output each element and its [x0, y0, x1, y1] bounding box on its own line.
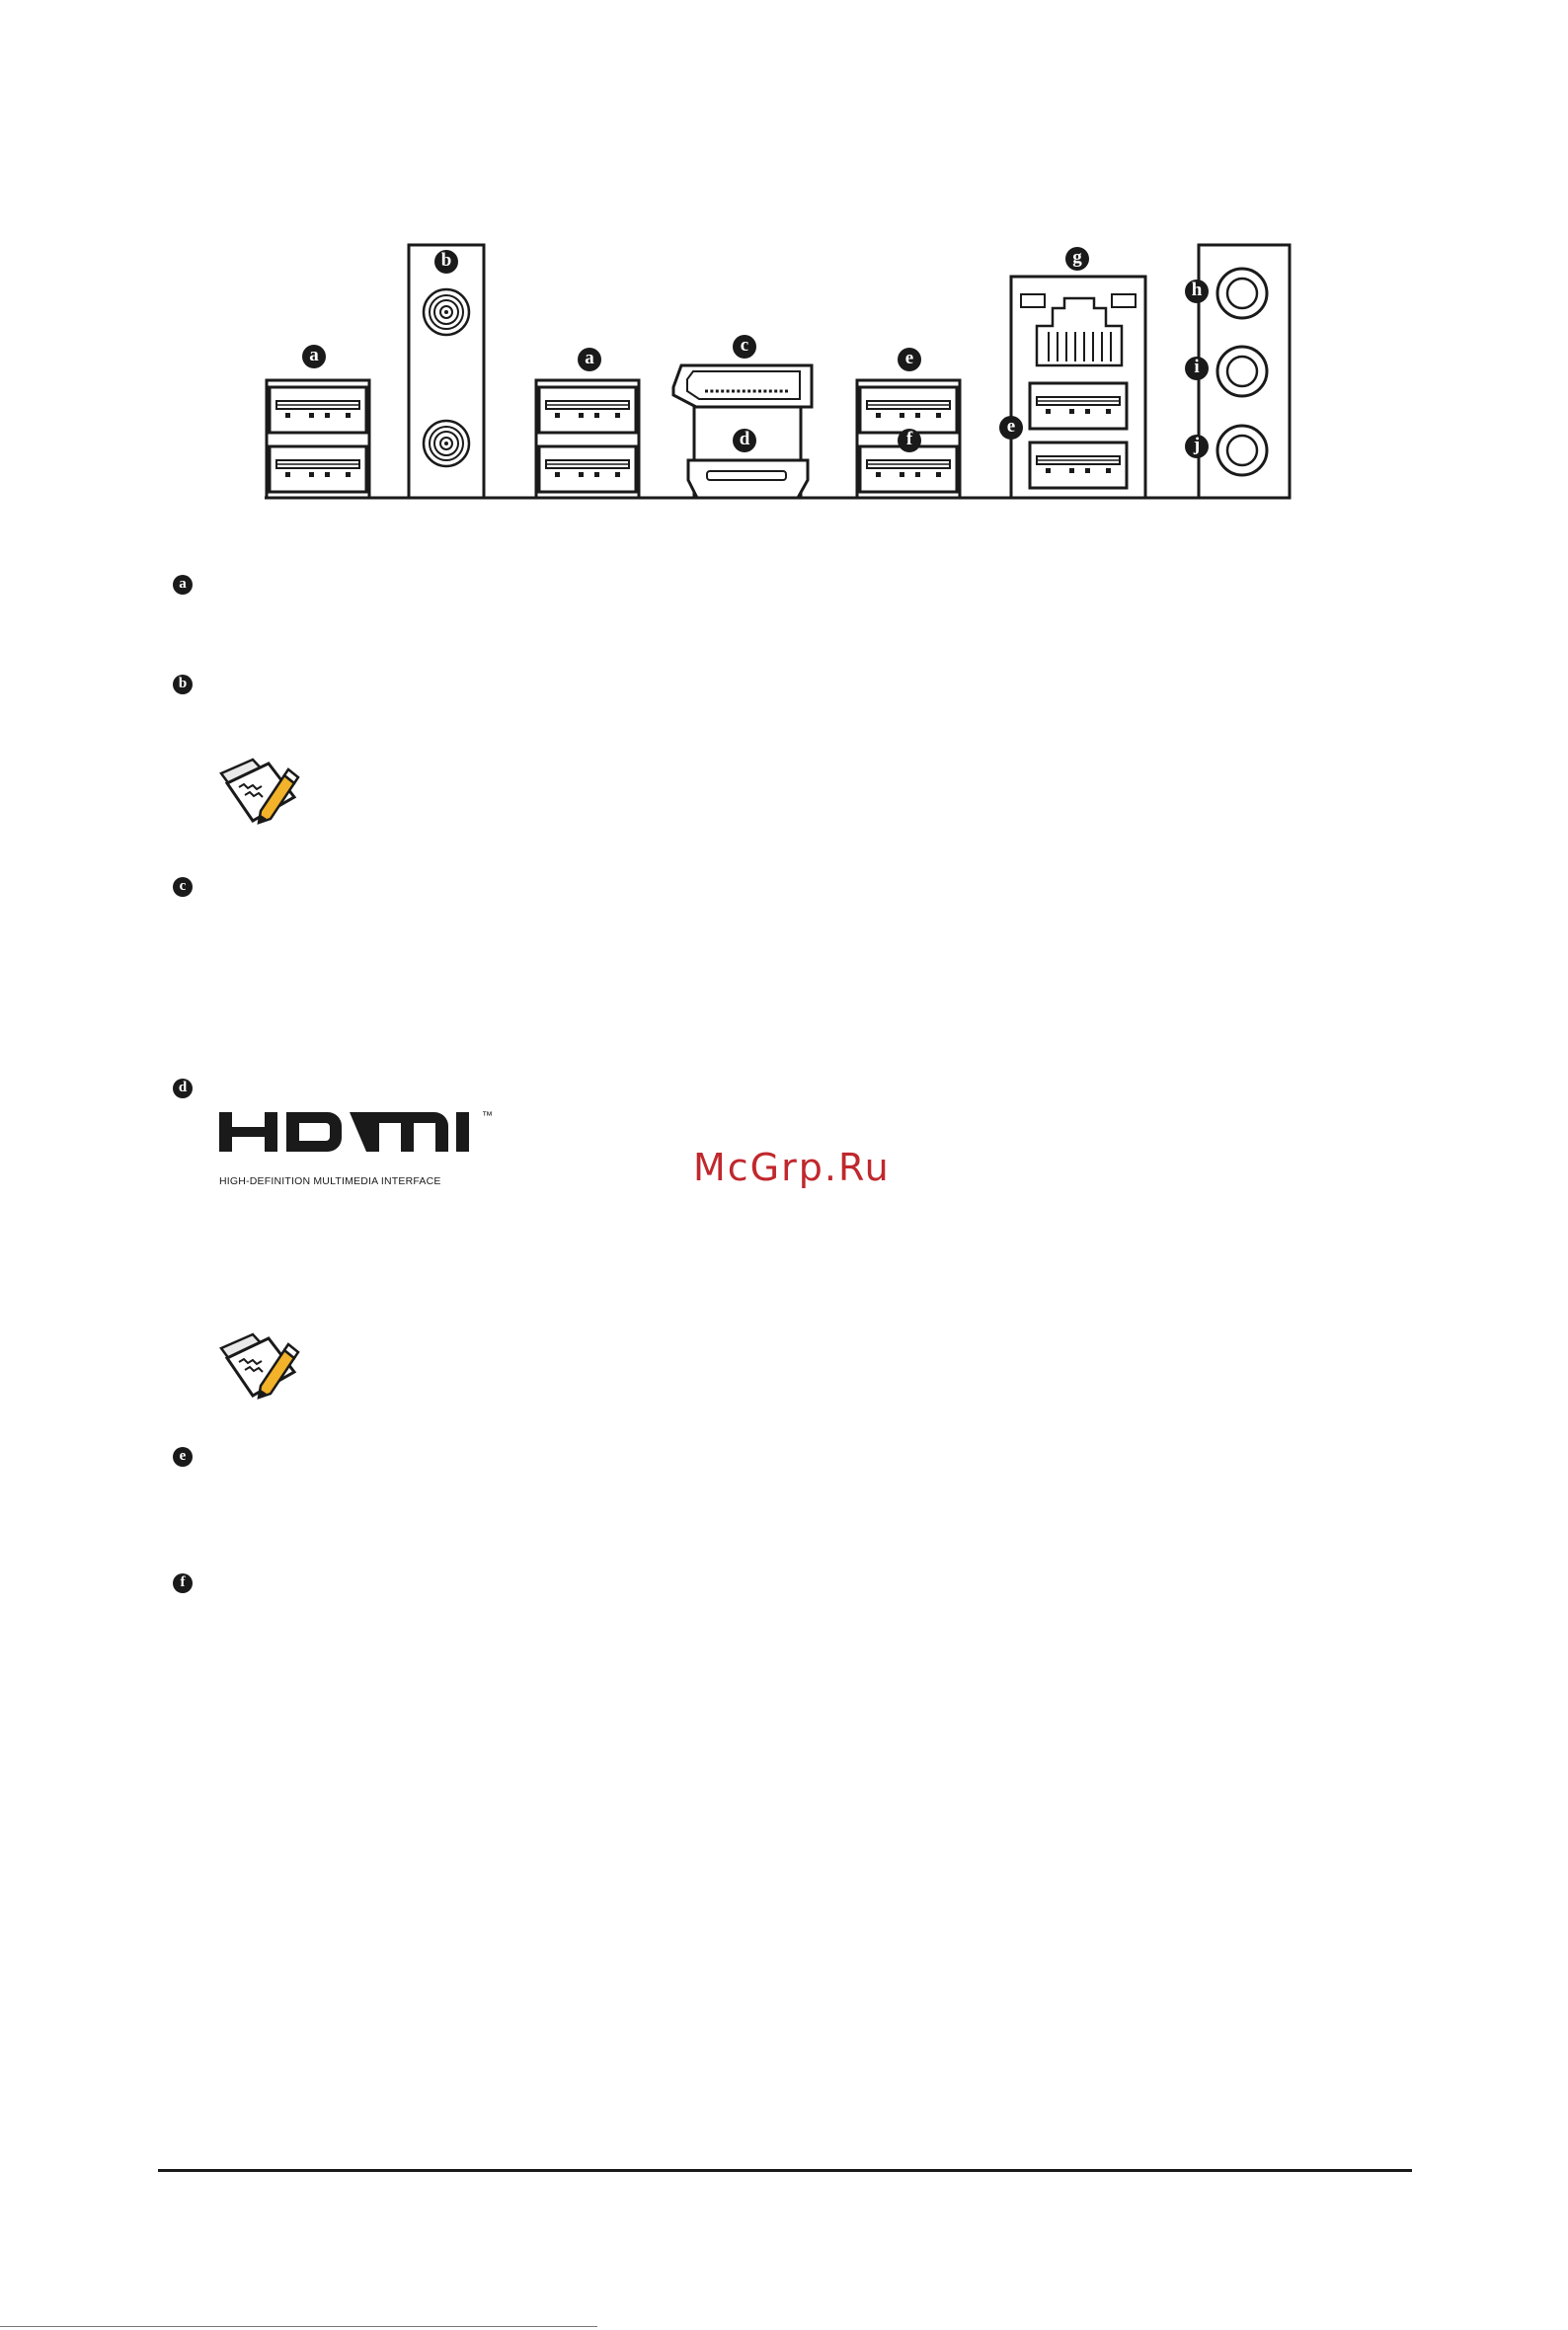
page-bottom-line: [0, 2326, 597, 2327]
label-g: g: [1065, 247, 1089, 271]
usb-port-icon: [536, 380, 639, 498]
hdmi-logo-subtitle: HIGH-DEFINITION MULTIMEDIA INTERFACE: [219, 1175, 441, 1187]
section-marker-a: a: [173, 575, 193, 595]
section-marker-c: c: [173, 877, 193, 897]
section-marker-f: f: [173, 1573, 193, 1593]
label-e-upper: e: [898, 348, 921, 371]
label-i: i: [1185, 357, 1209, 380]
label-h: h: [1185, 280, 1209, 303]
footer-rule: [158, 2169, 1412, 2172]
antenna-connector-icon: [409, 245, 484, 498]
hdmi-port-icon: [688, 407, 808, 498]
label-f: f: [898, 429, 921, 452]
section-marker-e: e: [173, 1447, 193, 1467]
rear-panel-diagram: [0, 0, 1568, 553]
section-marker-b: b: [173, 675, 193, 694]
label-b: b: [434, 250, 458, 274]
label-d: d: [733, 429, 756, 452]
displayport-icon: [673, 365, 812, 407]
label-c: c: [733, 335, 756, 359]
note-pencil-icon: [213, 1328, 304, 1407]
audio-jack-icon: [1199, 245, 1290, 498]
note-pencil-icon: [213, 754, 304, 833]
label-a-left: a: [302, 345, 326, 368]
section-marker-d: d: [173, 1079, 193, 1098]
label-e-lower: e: [999, 416, 1023, 440]
label-a-middle: a: [578, 348, 601, 371]
watermark: McGrp.Ru: [693, 1146, 891, 1189]
label-j: j: [1185, 435, 1209, 458]
hdmi-logo: [217, 1110, 506, 1158]
usb-port-icon: [267, 380, 369, 498]
hdmi-trademark: ™: [482, 1110, 493, 1122]
